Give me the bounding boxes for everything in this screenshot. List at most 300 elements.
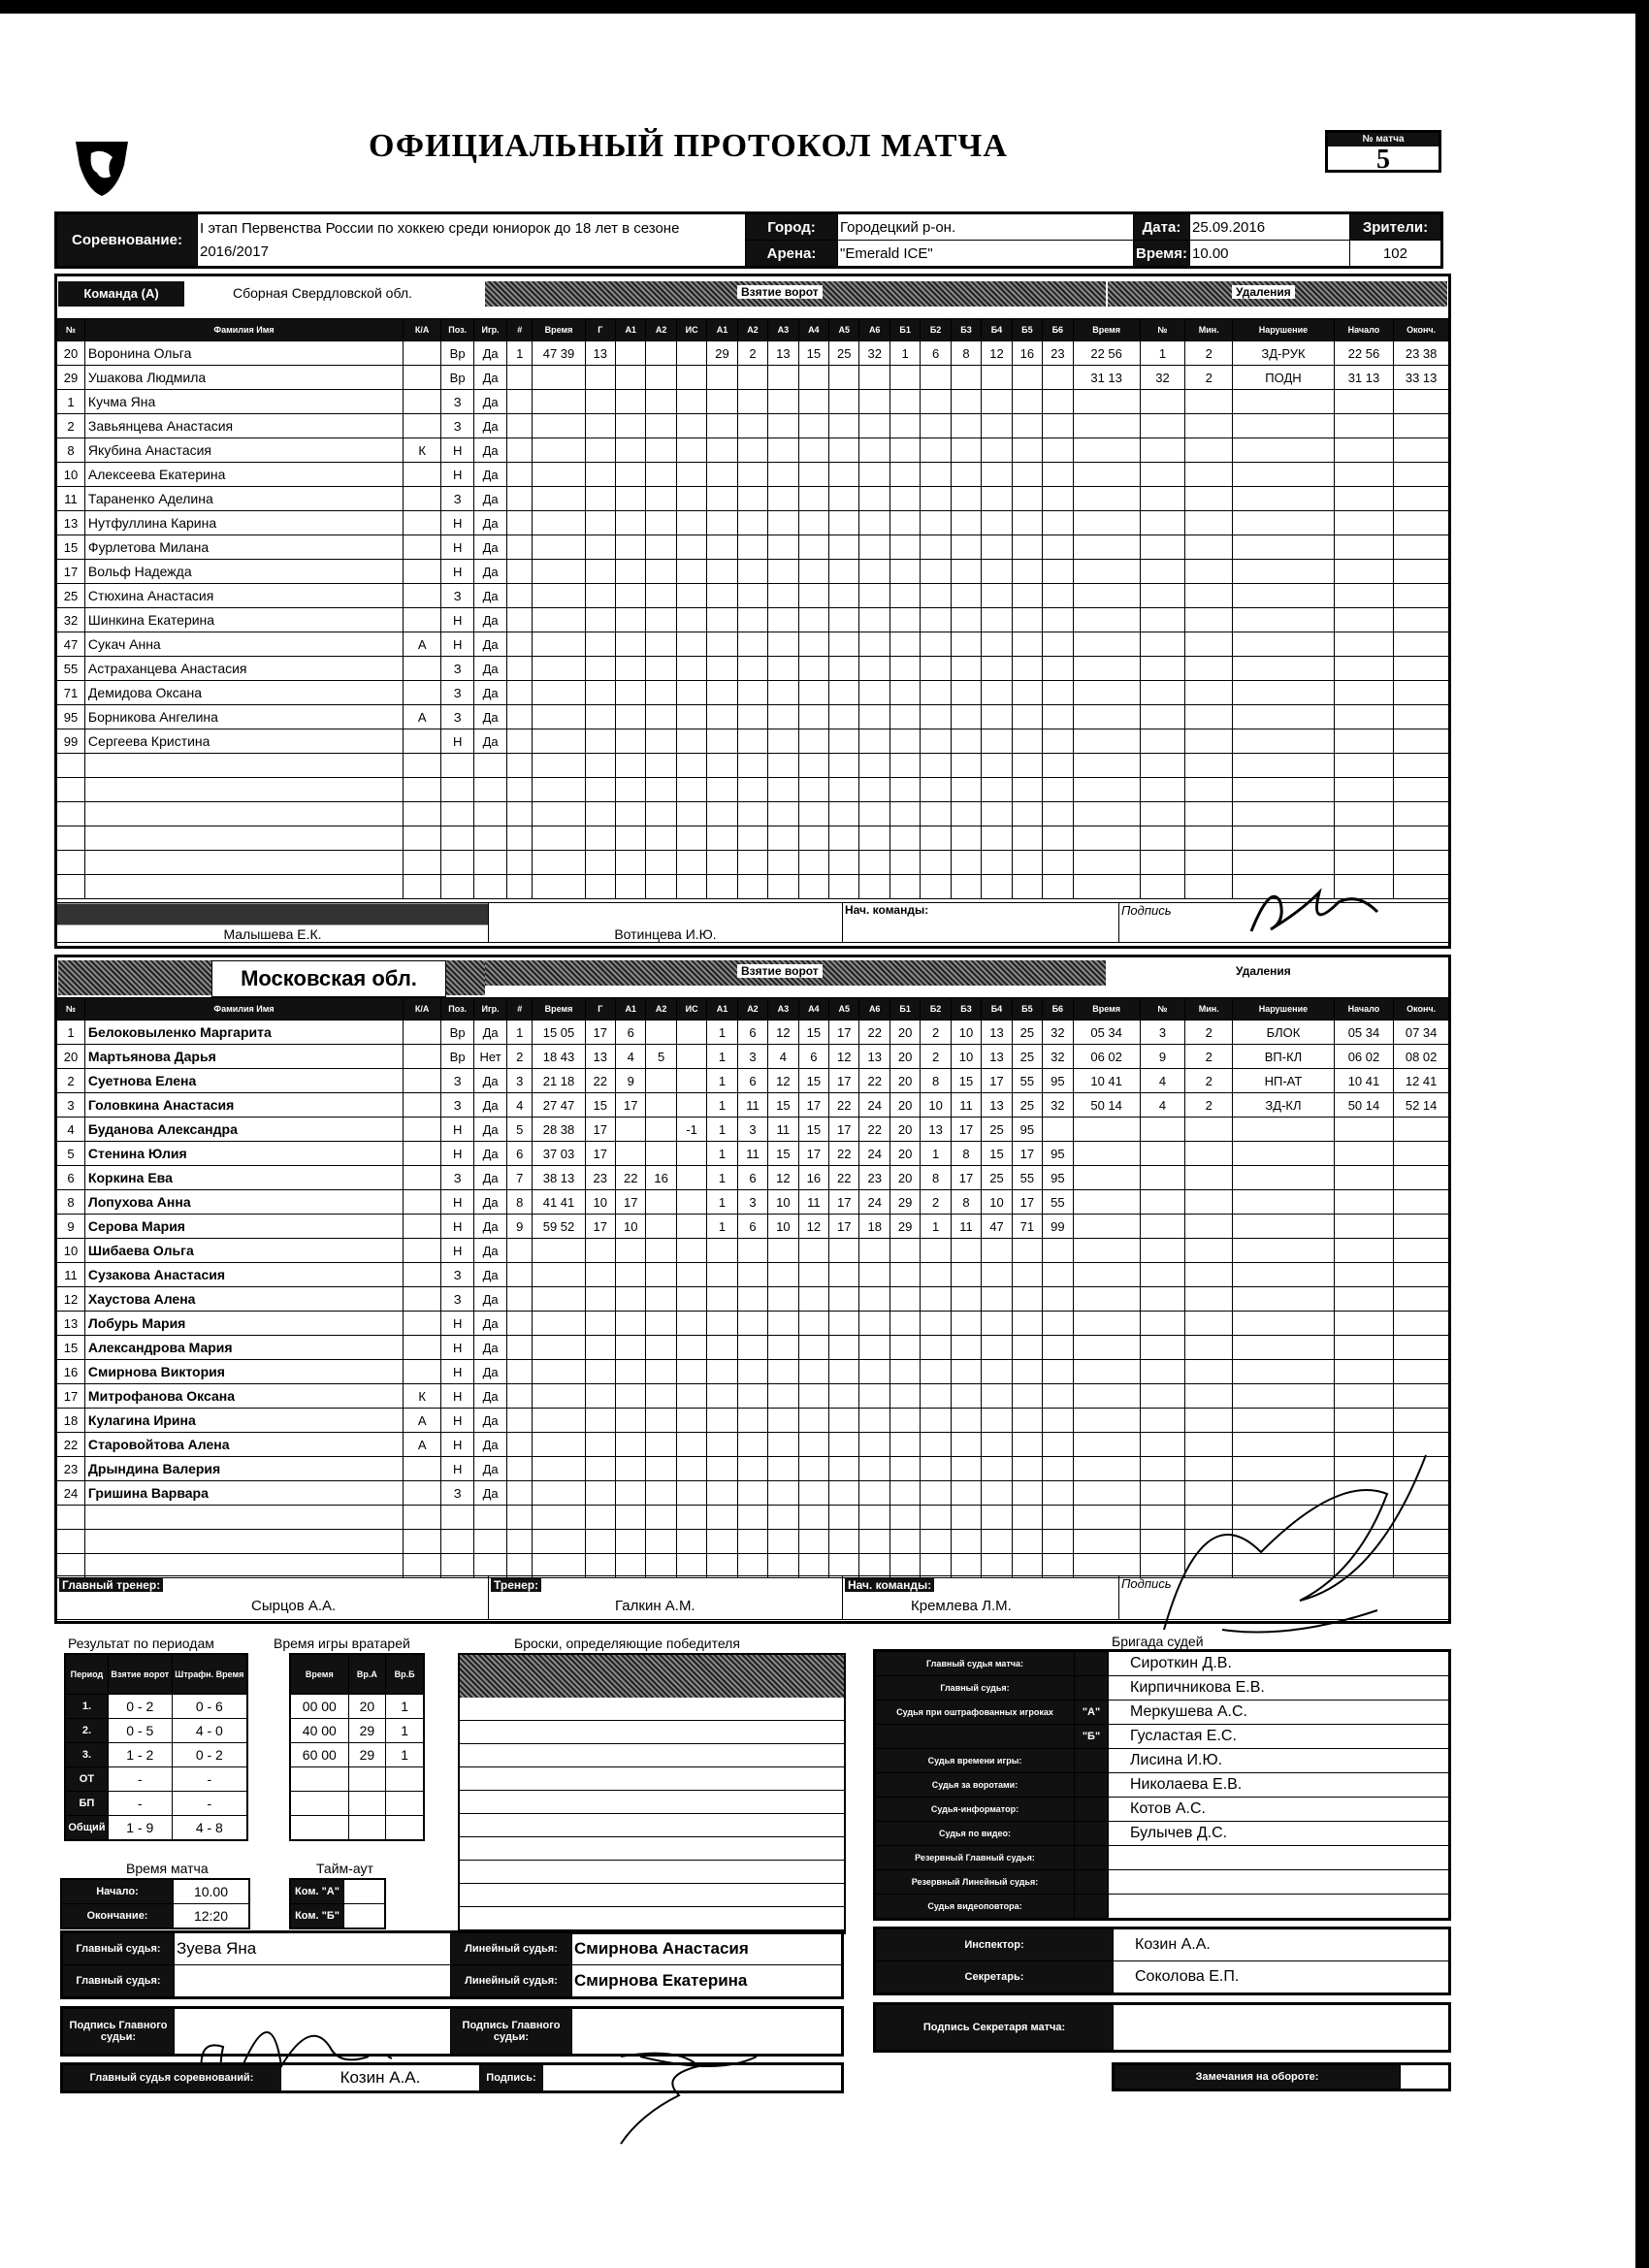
goal-cell: 15 [798,1021,828,1045]
col-header: К/А [404,319,441,341]
goal-cell [646,632,676,657]
player-no: 4 [57,1118,85,1142]
goal-cell: 4 [507,1093,533,1118]
goalie-col-header: Вр.А [348,1654,386,1695]
goalie-time-table [289,1653,425,1841]
goal-cell: 12 [829,1045,859,1069]
goal-cell [676,657,706,681]
penalty-cell [1140,414,1185,438]
penalty-cell [1233,487,1334,511]
penalty-cell [1394,608,1449,632]
period-row [65,1767,247,1792]
notes-table [1112,2062,1451,2091]
penalty-cell [1233,438,1334,463]
goal-cell [707,511,737,535]
goal-cell: 3 [507,1069,533,1093]
goal-cell [889,851,920,875]
penalty-cell [1073,1457,1140,1481]
goal-cell: 1 [889,341,920,366]
goal-cell [829,754,859,778]
secretary-value: Соколова Е.П. [1114,1961,1450,1994]
goal-cell [533,754,585,778]
goal-cell [982,511,1012,535]
goal-cell [676,1093,706,1118]
player-name: Дрындина Валерия [84,1457,403,1481]
goal-cell: 24 [859,1093,889,1118]
player-play [474,851,507,875]
goal-cell [507,729,533,754]
player-play [474,1554,507,1578]
referee-row [875,1725,1450,1749]
goal-cell [737,826,767,851]
goal-cell [737,1239,767,1263]
goal-cell: 55 [1043,1190,1073,1215]
goal-cell [676,1481,706,1506]
goal-cell [676,535,706,560]
penalty-cell [1140,1118,1185,1142]
goal-cell: 17 [585,1118,615,1142]
referee-row [875,1822,1450,1846]
penalty-cell: 08 02 [1394,1045,1449,1069]
goal-cell [533,1433,585,1457]
penalty-cell [1185,584,1233,608]
goal-cell [798,1530,828,1554]
goal-cell [737,438,767,463]
player-row [57,608,1449,632]
goal-cell [1043,1360,1073,1384]
penalty-cell [1140,1287,1185,1312]
goal-cell [921,1481,951,1506]
goal-cell [768,1530,798,1554]
player-ka [404,875,441,899]
referee-tag [1075,1798,1109,1822]
penalty-cell [1140,584,1185,608]
chief-ref-signature [601,2037,795,2154]
goal-col-header: А2 [646,319,676,341]
goal-cell [829,681,859,705]
referee-name: Лисина И.Ю. [1109,1749,1450,1773]
goal-cell [507,778,533,802]
player-pos: З [441,1263,474,1287]
goal-cell [889,511,920,535]
goal-cell: 10 [951,1045,981,1069]
penalty-cell [1185,1263,1233,1287]
goal-cell [982,1384,1012,1409]
goal-cell: 6 [615,1021,645,1045]
player-row [57,826,1449,851]
goal-cell [798,608,828,632]
player-row [57,1069,1449,1093]
penalty-cell: 06 02 [1334,1045,1394,1069]
goal-cell [615,729,645,754]
player-ka [404,1118,441,1142]
player-name: Александрова Мария [84,1336,403,1360]
penalty-cell [1073,1312,1140,1336]
goal-cell [889,608,920,632]
goal-cell [768,438,798,463]
penalty-cell [1334,851,1394,875]
player-no: 18 [57,1409,85,1433]
player-name: Суетнова Елена [84,1069,403,1093]
penalty-cell [1394,681,1449,705]
goal-cell [737,560,767,584]
goal-cell [707,754,737,778]
player-row [57,1312,1449,1336]
player-name: Фурлетова Милана [84,535,403,560]
goal-cell: 6 [921,341,951,366]
goal-cell [737,1312,767,1336]
goal-cell [676,1336,706,1360]
penalty-cell [1233,851,1334,875]
goal-cell: 1 [707,1093,737,1118]
goal-cell: 38 13 [533,1166,585,1190]
penalty-cell [1073,414,1140,438]
goal-cell [798,1263,828,1287]
goal-cell [1012,778,1042,802]
goal-cell [1012,632,1042,657]
goal-cell [737,754,767,778]
goal-cell [646,1384,676,1409]
penalty-cell [1233,657,1334,681]
goal-cell [707,778,737,802]
goal-cell: 8 [951,341,981,366]
goal-cell [737,632,767,657]
goal-cell: 15 [951,1069,981,1093]
goal-cell [1043,875,1073,899]
goal-cell [507,851,533,875]
goal-cell [615,560,645,584]
player-no [57,1506,85,1530]
goal-cell [585,487,615,511]
goal-cell [859,584,889,608]
goal-cell: 20 [889,1142,920,1166]
goal-cell [859,705,889,729]
goal-cell [1012,1239,1042,1263]
goal-cell [829,632,859,657]
goal-cell [951,1433,981,1457]
goal-cell [889,1287,920,1312]
player-name: Лопухова Анна [84,1190,403,1215]
goal-cell: 17 [829,1215,859,1239]
penalty-cell [1394,875,1449,899]
notes-label: Замечания на обороте: [1114,2064,1401,2090]
goal-cell [982,632,1012,657]
player-no: 8 [57,1190,85,1215]
player-name [84,802,403,826]
goal-cell [507,414,533,438]
player-ka [404,1336,441,1360]
team-a-name: Сборная Свердловской обл. [233,285,412,301]
penalty-cell [1394,1118,1449,1142]
goal-cell [646,1360,676,1384]
player-row [57,802,1449,826]
goal-cell [646,681,676,705]
player-pos: Вр [441,1045,474,1069]
goal-cell [951,705,981,729]
player-row [57,705,1449,729]
goal-cell [951,875,981,899]
goal-cell [585,608,615,632]
goal-cell [921,608,951,632]
penalty-cell [1394,487,1449,511]
goal-cell [646,657,676,681]
goal-cell [615,851,645,875]
period-cell: - [172,1792,247,1816]
penalty-cell [1334,1409,1394,1433]
penalty-cell [1185,414,1233,438]
goal-cell [798,875,828,899]
goal-cell: 95 [1043,1069,1073,1093]
player-row [57,754,1449,778]
penalty-cell: 32 [1140,366,1185,390]
col-header: Игр. [474,998,507,1021]
penalty-cell: 05 34 [1334,1021,1394,1045]
goal-cell [585,1287,615,1312]
penalty-cell [1233,1336,1334,1360]
goal-cell [829,1239,859,1263]
goal-cell [676,1360,706,1384]
goal-cell [533,390,585,414]
goal-cell [1043,1263,1073,1287]
player-name: Головкина Анастасия [84,1093,403,1118]
goal-cell [768,1287,798,1312]
period-cell: 1 - 2 [108,1743,172,1767]
penalty-cell [1140,729,1185,754]
goal-cell [585,390,615,414]
goal-cell [798,1433,828,1457]
penalty-cell [1334,560,1394,584]
goal-cell [859,535,889,560]
goal-cell [585,729,615,754]
goal-cell [707,560,737,584]
player-row [57,366,1449,390]
goal-cell [768,681,798,705]
goal-cell [859,802,889,826]
goal-cell [829,1506,859,1530]
goal-cell [533,1554,585,1578]
goal-cell [737,1384,767,1409]
goal-cell: 22 [859,1021,889,1045]
penalty-cell [1233,584,1334,608]
goal-cell: 18 [859,1215,889,1239]
player-no: 23 [57,1457,85,1481]
goal-cell [889,729,920,754]
player-no: 6 [57,1166,85,1190]
goal-cell [707,1554,737,1578]
goal-cell [1012,463,1042,487]
player-name: Старовойтова Алена [84,1433,403,1457]
penalty-cell [1185,1118,1233,1142]
goal-cell [768,511,798,535]
player-pos: Н [441,463,474,487]
goal-cell [768,608,798,632]
player-name: Хаустова Алена [84,1287,403,1312]
goal-cell [707,851,737,875]
player-name: Кулагина Ирина [84,1409,403,1433]
goal-cell [507,1287,533,1312]
goal-cell [585,535,615,560]
goal-cell [737,1457,767,1481]
penalty-cell [1334,1336,1394,1360]
goal-cell: 29 [889,1190,920,1215]
goal-cell [982,729,1012,754]
pen-col-header: Мин. [1185,319,1233,341]
goal-cell [615,1312,645,1336]
player-ka: К [404,1384,441,1409]
goal-cell [615,1142,645,1166]
goal-cell [707,438,737,463]
penalty-cell [1394,560,1449,584]
goal-cell [1012,1312,1042,1336]
player-no [57,754,85,778]
team-b-coach-label: Главный тренер: [59,1578,163,1592]
goal-cell: 15 05 [533,1021,585,1045]
goal-cell [921,802,951,826]
goal-cell [951,851,981,875]
goal-cell [676,1263,706,1287]
goal-cell: 1 [707,1045,737,1069]
goal-cell [1012,608,1042,632]
goal-col-header: Г [585,319,615,341]
goal-cell [768,778,798,802]
goal-cell [707,1433,737,1457]
goal-cell [676,1554,706,1578]
goal-cell [951,1457,981,1481]
goal-cell [798,535,828,560]
player-no: 47 [57,632,85,657]
goal-cell [1043,778,1073,802]
player-ka [404,778,441,802]
penalty-cell [1233,390,1334,414]
goal-cell [533,681,585,705]
goal-cell: 23 [1043,341,1073,366]
player-name: Лобурь Мария [84,1312,403,1336]
goal-cell [646,705,676,729]
goal-cell [951,1312,981,1336]
goal-cell [507,681,533,705]
goal-cell [585,826,615,851]
goal-col-header: А3 [768,319,798,341]
goal-cell [585,802,615,826]
player-row [57,1287,1449,1312]
goal-cell [533,1530,585,1554]
player-play: Да [474,729,507,754]
goal-cell: 59 52 [533,1215,585,1239]
goal-cell [829,366,859,390]
goal-cell [676,705,706,729]
goal-cell [921,851,951,875]
goal-cell: 29 [889,1215,920,1239]
goal-cell [507,826,533,851]
player-play: Да [474,1190,507,1215]
goal-cell: 95 [1012,1118,1042,1142]
penalty-cell [1140,875,1185,899]
goal-cell [798,1409,828,1433]
penalty-cell [1394,826,1449,851]
referee-tag [1075,1846,1109,1870]
player-ka [404,1142,441,1166]
goal-cell [1043,511,1073,535]
goal-cell: -1 [676,1118,706,1142]
goal-cell [1043,560,1073,584]
player-no: 24 [57,1481,85,1506]
pen-col-header: Оконч. [1394,319,1449,341]
goal-cell [921,1433,951,1457]
goal-cell [921,535,951,560]
goalie-time-title: Время игры вратарей [274,1636,410,1651]
goal-cell [615,1409,645,1433]
secretary-sign-table [873,2002,1451,2053]
goal-col-header: Б5 [1012,319,1042,341]
goal-cell [646,366,676,390]
goal-col-header: А2 [737,319,767,341]
player-ka [404,463,441,487]
goal-cell [798,802,828,826]
player-play: Да [474,1093,507,1118]
goal-cell: 23 [585,1166,615,1190]
goal-cell [615,754,645,778]
goal-cell: 5 [507,1118,533,1142]
goal-cell [951,1506,981,1530]
goal-cell [507,632,533,657]
goal-cell [798,511,828,535]
goal-cell [615,657,645,681]
player-row [57,1384,1449,1409]
goal-cell: 17 [615,1093,645,1118]
player-play: Да [474,1409,507,1433]
goal-cell [1012,705,1042,729]
goal-cell [859,511,889,535]
officials-table [60,1930,844,1999]
goal-cell: 37 03 [533,1142,585,1166]
goal-cell: 15 [798,1069,828,1093]
goal-cell [951,1287,981,1312]
goal-cell [768,1239,798,1263]
federation-logo-icon [68,136,136,198]
goal-cell [889,1554,920,1578]
player-ka [404,366,441,390]
goal-col-header: Время [533,319,585,341]
player-ka [404,341,441,366]
goal-cell: 2 [921,1021,951,1045]
goal-cell [859,463,889,487]
goal-cell [982,366,1012,390]
goal-cell: 12 [768,1166,798,1190]
goalie-cell: 20 [348,1695,386,1719]
penalty-cell [1073,1239,1140,1263]
player-row [57,851,1449,875]
goal-cell [982,1554,1012,1578]
goal-cell [676,1021,706,1045]
goal-cell [859,1409,889,1433]
penalty-cell: 22 56 [1334,341,1394,366]
penalty-cell [1140,705,1185,729]
player-row [57,560,1449,584]
goal-cell [1043,487,1073,511]
goal-cell: 15 [585,1093,615,1118]
penalty-cell: 52 14 [1394,1093,1449,1118]
penalty-cell [1073,438,1140,463]
goal-cell [982,754,1012,778]
penalty-cell [1185,681,1233,705]
player-pos: Н [441,1312,474,1336]
goal-cell [889,1433,920,1457]
goal-cell [615,487,645,511]
penalty-cell [1334,1239,1394,1263]
player-ka [404,1287,441,1312]
player-pos: З [441,1481,474,1506]
col-header: Поз. [441,319,474,341]
